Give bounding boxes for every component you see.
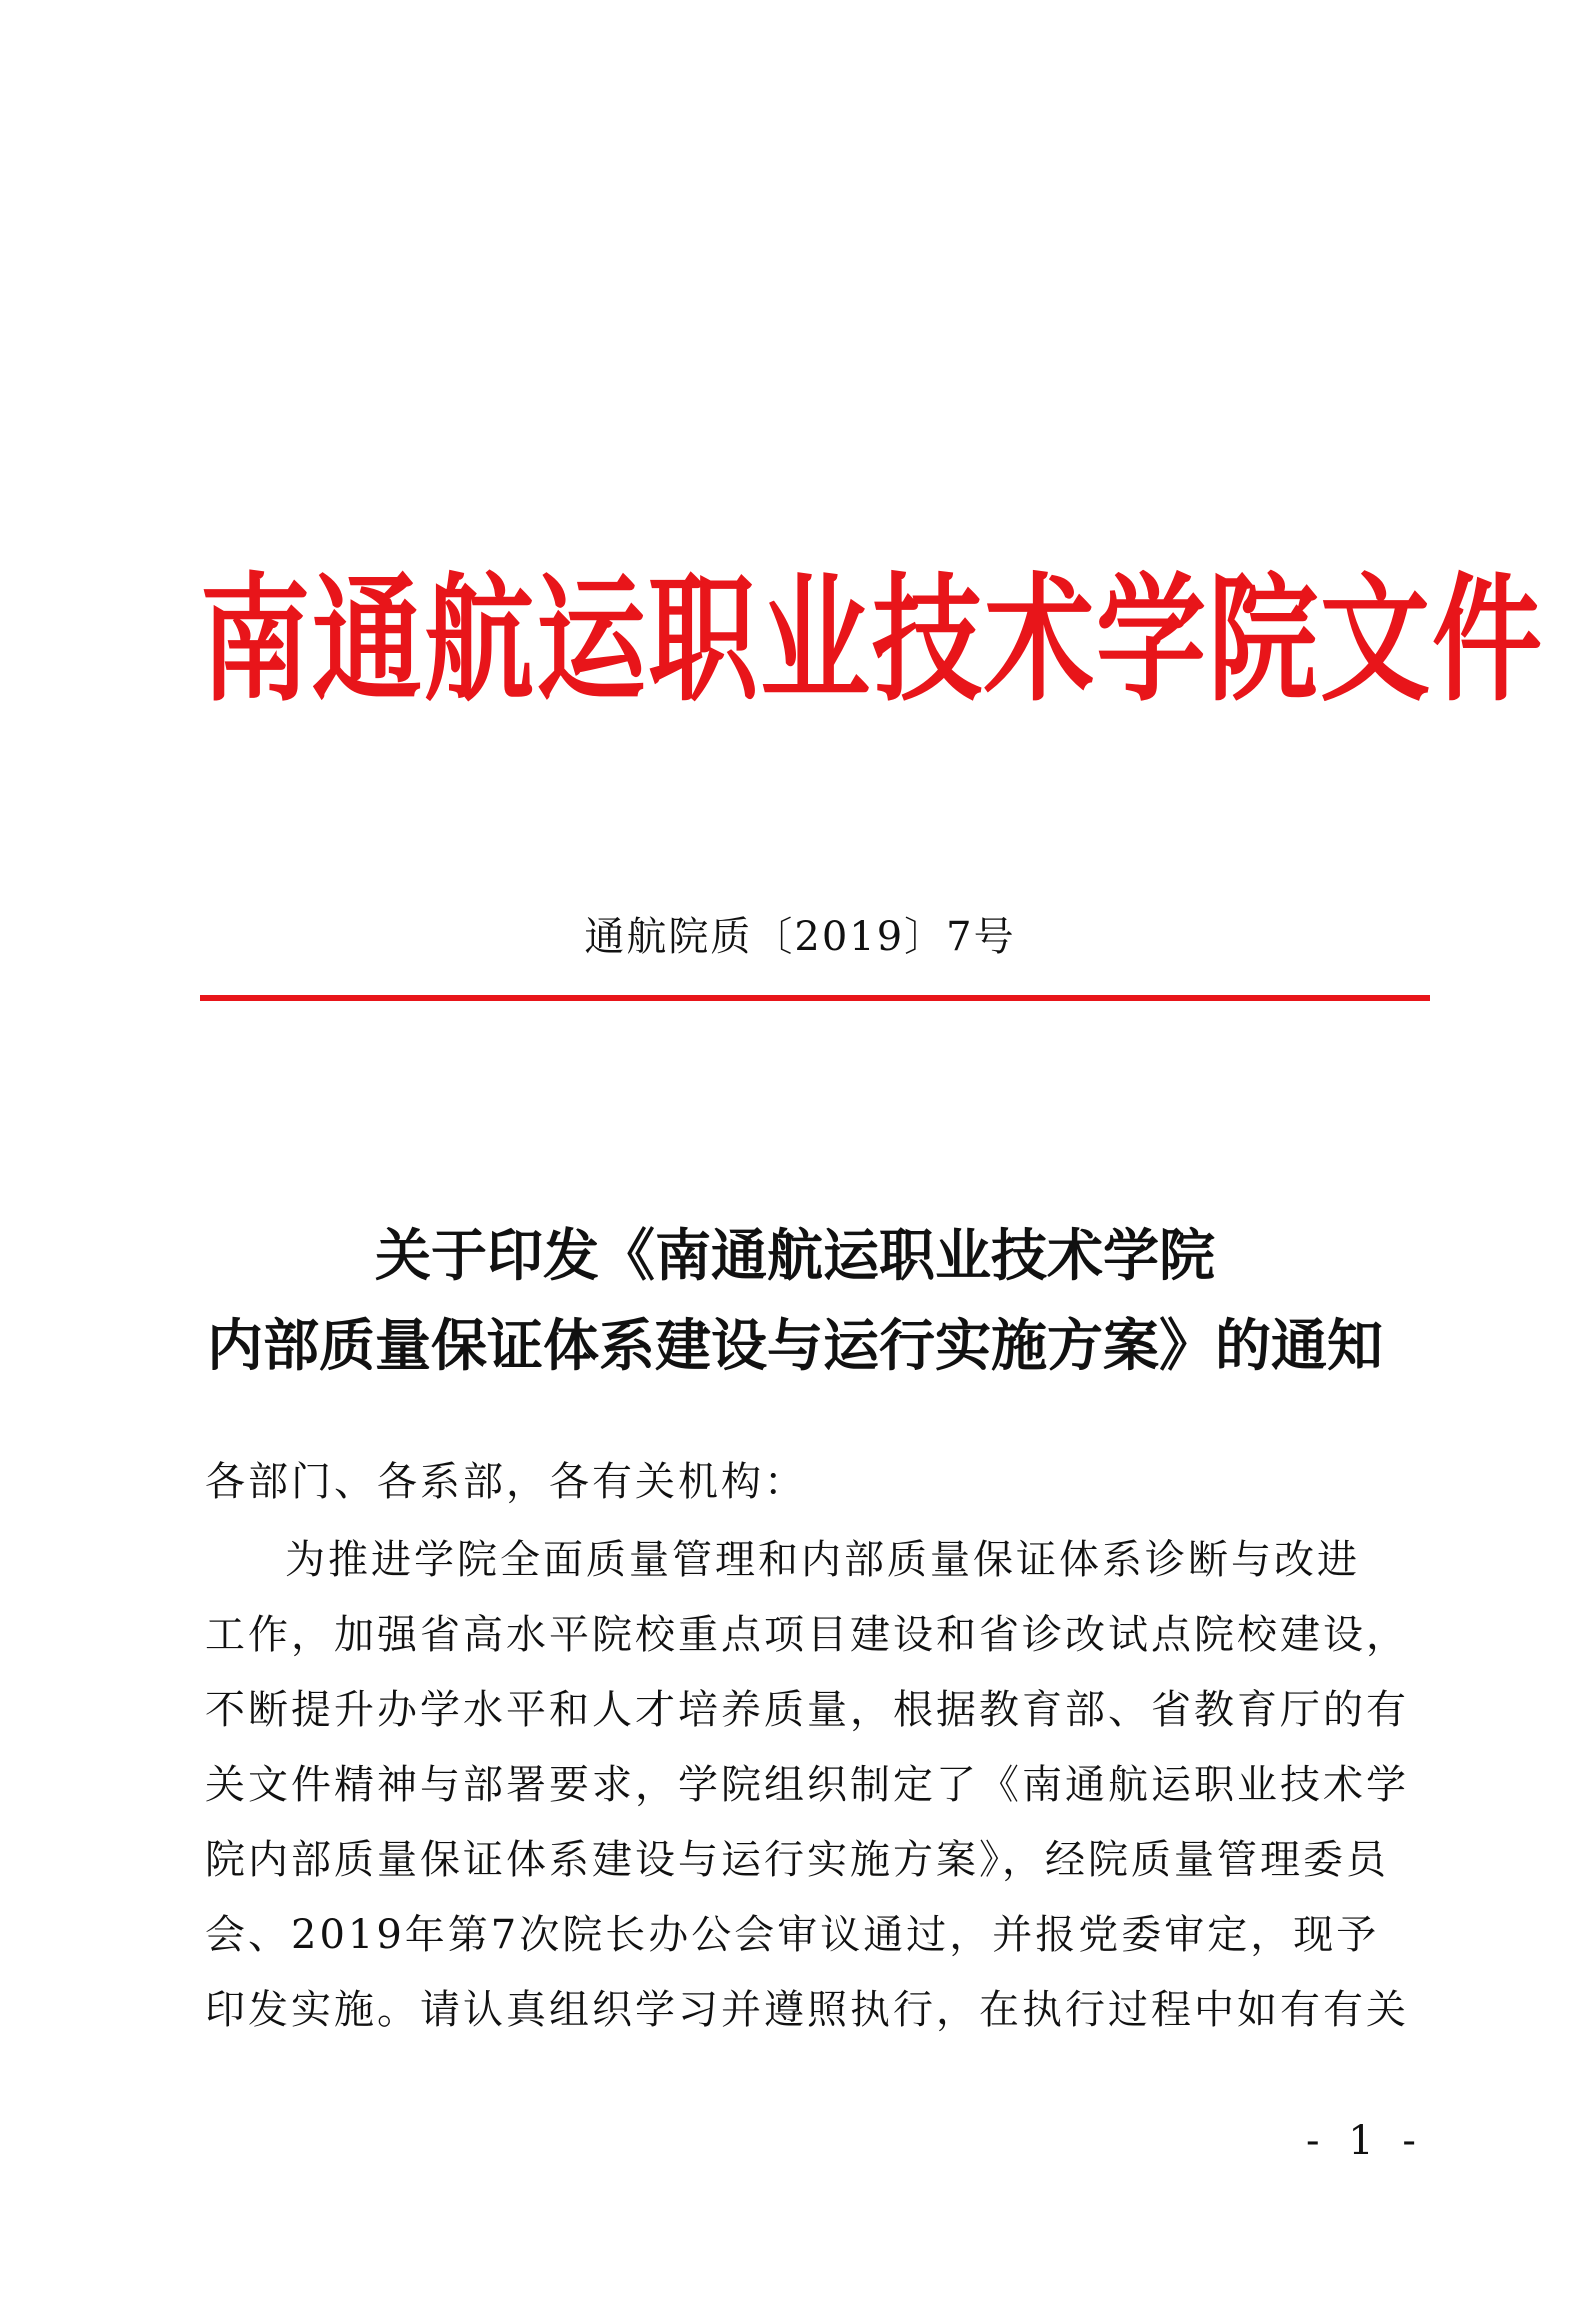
red-separator-line <box>200 995 1430 1001</box>
paragraph-line: 工作，加强省高水平院校重点项目建设和省诊改试点院校建设， <box>205 1612 1409 1658</box>
page-number: - 1 - <box>1306 2118 1424 2164</box>
paragraph-line: 为推进学院全面质量管理和内部质量保证体系诊断与改进 <box>285 1537 1360 1583</box>
paragraph-line: 会、2019年第7次院长办公会审议通过，并报党委审定，现予 <box>205 1912 1380 1958</box>
document-number: 通航院质〔2019〕7号 <box>584 914 1016 960</box>
salutation: 各部门、各系部，各有关机构： <box>205 1459 807 1505</box>
paragraph-line: 关文件精神与部署要求，学院组织制定了《南通航运职业技术学 <box>205 1762 1409 1808</box>
paragraph-line: 不断提升办学水平和人才培养质量，根据教育部、省教育厅的有 <box>205 1687 1409 1733</box>
notice-title-line-2: 内部质量保证体系建设与运行实施方案》的通知 <box>207 1313 1383 1379</box>
masthead-title: 南通航运职业技术学院文件 <box>200 560 1544 720</box>
paragraph-line: 院内部质量保证体系建设与运行实施方案》，经院质量管理委员 <box>205 1837 1389 1883</box>
notice-title-line-1: 关于印发《南通航运职业技术学院 <box>375 1223 1215 1289</box>
paragraph-line: 印发实施。请认真组织学习并遵照执行，在执行过程中如有有关 <box>205 1987 1409 2033</box>
